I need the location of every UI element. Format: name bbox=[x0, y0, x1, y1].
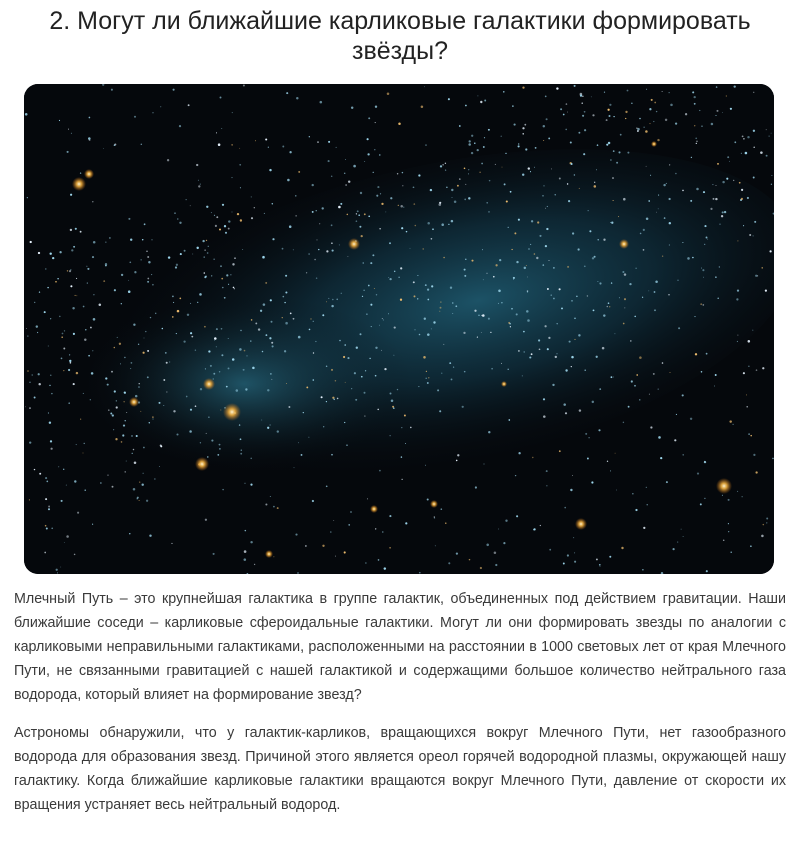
bright-star bbox=[370, 505, 378, 513]
bright-star bbox=[203, 378, 215, 390]
page-title: 2. Могут ли ближайшие карликовые галактики формировать звёзды? bbox=[49, 7, 751, 65]
bright-star bbox=[575, 518, 587, 530]
bright-star bbox=[348, 238, 360, 250]
bright-star bbox=[430, 500, 438, 508]
galaxy-core-glow bbox=[74, 294, 414, 474]
bright-star bbox=[195, 457, 209, 471]
bright-star bbox=[651, 141, 657, 147]
bright-star bbox=[265, 550, 273, 558]
bright-star bbox=[223, 403, 241, 421]
bright-star bbox=[716, 478, 732, 494]
bright-star bbox=[501, 381, 507, 387]
bright-star bbox=[619, 239, 629, 249]
article-body bbox=[14, 587, 786, 831]
dwarf-galaxy-photo bbox=[24, 84, 774, 574]
paragraph-1: Млечный Путь – это крупнейшая галактика в группе галактик, объединенных под действием гравитации. Наши ближайшие соседи – карликовые сфероидальные галактики. Могут ли они формировать звезды по аналогии с карликовыми неправильными галактиками, расположенными на расстоянии в 1000 световых лет от края Млечного Пути, не связанными гравитацией с нашей галактикой и содержащими большое количество нейтрального газа водорода, который влияет на формирование звезд? bbox=[14, 591, 786, 703]
galaxy-image bbox=[24, 84, 774, 574]
bright-star bbox=[72, 177, 86, 191]
bright-star bbox=[129, 397, 139, 407]
bright-star bbox=[84, 169, 94, 179]
paragraph-2: Астрономы обнаружили, что у галактик-карликов, вращающихся вокруг Млечного Пути, нет газообразного водорода для образования звезд. Причиной этого является ореол горячей водородной плазмы, окружающей нашу галактику. Когда ближайшие карликовые галактики вращаются вокруг Млечного Пути, давление от скорости их вращения устраняет весь нейтральный водород. bbox=[14, 725, 786, 813]
